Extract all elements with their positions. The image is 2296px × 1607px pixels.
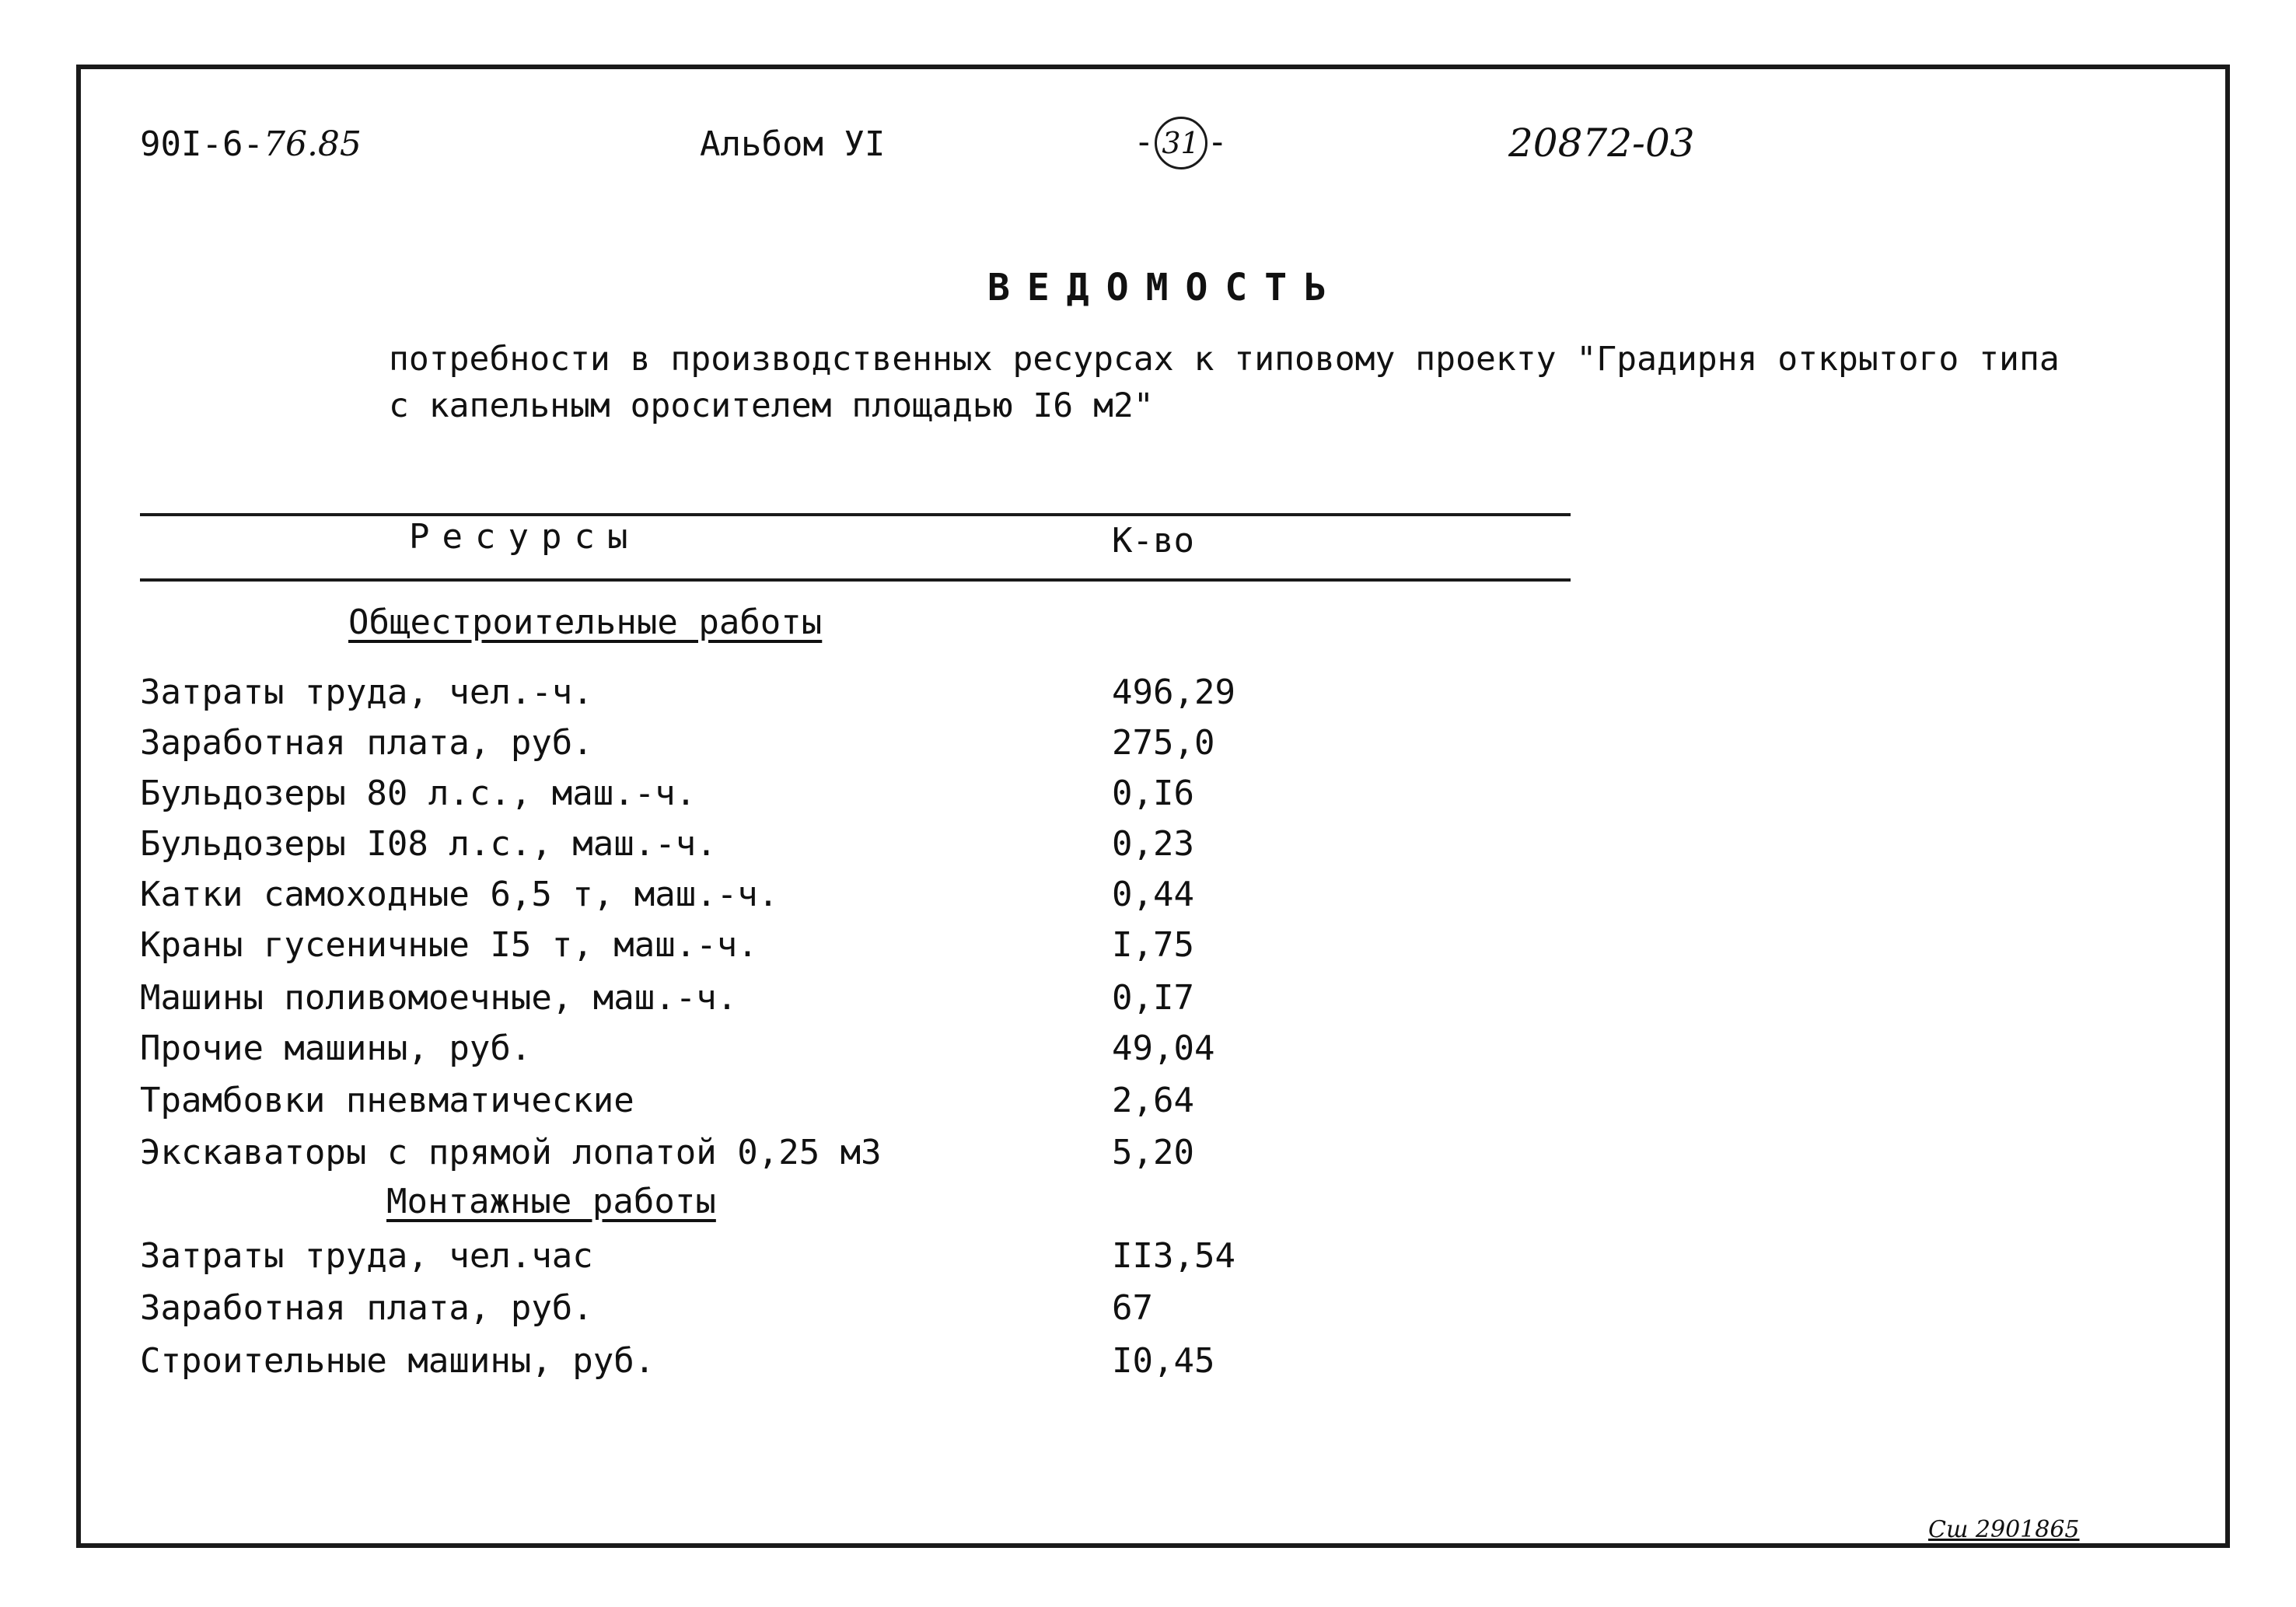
table-row <box>140 1133 1306 1179</box>
project-code-prefix: 90I-6- <box>140 124 264 164</box>
page-number: - 31 - <box>1134 117 1228 169</box>
resource-name: Катки самоходные 6,5 т, маш.-ч. <box>140 875 779 914</box>
page-number-circle: 31 <box>1155 117 1207 169</box>
table-top-rule <box>140 513 1571 516</box>
resource-quantity: 0,23 <box>1112 824 1194 864</box>
table-row <box>140 1341 1306 1388</box>
resource-name: Краны гусеничные I5 т, маш.-ч. <box>140 925 758 965</box>
section-title-installation: Монтажные работы <box>386 1182 716 1221</box>
column-header-resource: Ресурсы <box>409 517 641 557</box>
resource-quantity: 5,20 <box>1112 1133 1194 1172</box>
document-subtitle: потребности в производственных ресурсах к типовому проекту "Градирня открытого типа с капельным оросителем площадью I6 м2" <box>389 340 2060 425</box>
table-row <box>140 1081 1306 1127</box>
album-label: Альбом УI <box>700 124 886 164</box>
resource-quantity: I,75 <box>1112 925 1194 965</box>
document-number: 20872-03 <box>1508 121 1695 166</box>
resource-quantity: 0,I7 <box>1112 978 1194 1018</box>
table-row <box>140 925 1306 972</box>
resource-name: Экскаваторы с прямой лопатой 0,25 м3 <box>140 1133 882 1172</box>
table-row <box>140 1029 1306 1075</box>
column-header-quantity: К-во <box>1112 521 1194 561</box>
resource-name: Прочие машины, руб. <box>140 1029 532 1068</box>
resource-name: Бульдозеры I08 л.с., маш.-ч. <box>140 824 717 864</box>
table-row <box>140 1236 1306 1283</box>
resource-quantity: 275,0 <box>1112 723 1215 763</box>
project-code-handwritten: 76.85 <box>263 124 362 164</box>
resource-name: Бульдозеры 80 л.с., маш.-ч. <box>140 774 697 813</box>
table-row <box>140 774 1306 820</box>
resource-quantity: II3,54 <box>1112 1236 1235 1276</box>
resource-name: Машины поливомоечные, маш.-ч. <box>140 978 738 1018</box>
resource-name: Затраты труда, чел.-ч. <box>140 672 593 712</box>
resource-quantity: 2,64 <box>1112 1081 1194 1120</box>
handwritten-signature: Сш 2901865 <box>1928 1516 2080 1543</box>
resource-name: Трамбовки пневматические <box>140 1081 634 1120</box>
resource-quantity: 0,I6 <box>1112 774 1194 813</box>
table-row <box>140 723 1306 770</box>
resource-quantity: 0,44 <box>1112 875 1194 914</box>
table-row <box>140 824 1306 871</box>
resource-name: Строительные машины, руб. <box>140 1341 655 1381</box>
resource-name: Заработная плата, руб. <box>140 723 593 763</box>
table-row <box>140 875 1306 921</box>
resource-name: Заработная плата, руб. <box>140 1288 593 1328</box>
resource-quantity: 67 <box>1112 1288 1153 1328</box>
table-header-rule <box>140 578 1571 582</box>
table-row <box>140 978 1306 1025</box>
resource-quantity: 49,04 <box>1112 1029 1215 1068</box>
table-row <box>140 1288 1306 1335</box>
document-title: ВЕДОМОСТЬ <box>987 266 1344 309</box>
project-code <box>140 124 362 164</box>
table-row <box>140 672 1306 719</box>
resource-name: Затраты труда, чел.час <box>140 1236 593 1276</box>
resource-quantity: I0,45 <box>1112 1341 1215 1381</box>
resource-quantity: 496,29 <box>1112 672 1235 712</box>
section-title-general-construction: Общестроительные работы <box>348 603 823 642</box>
